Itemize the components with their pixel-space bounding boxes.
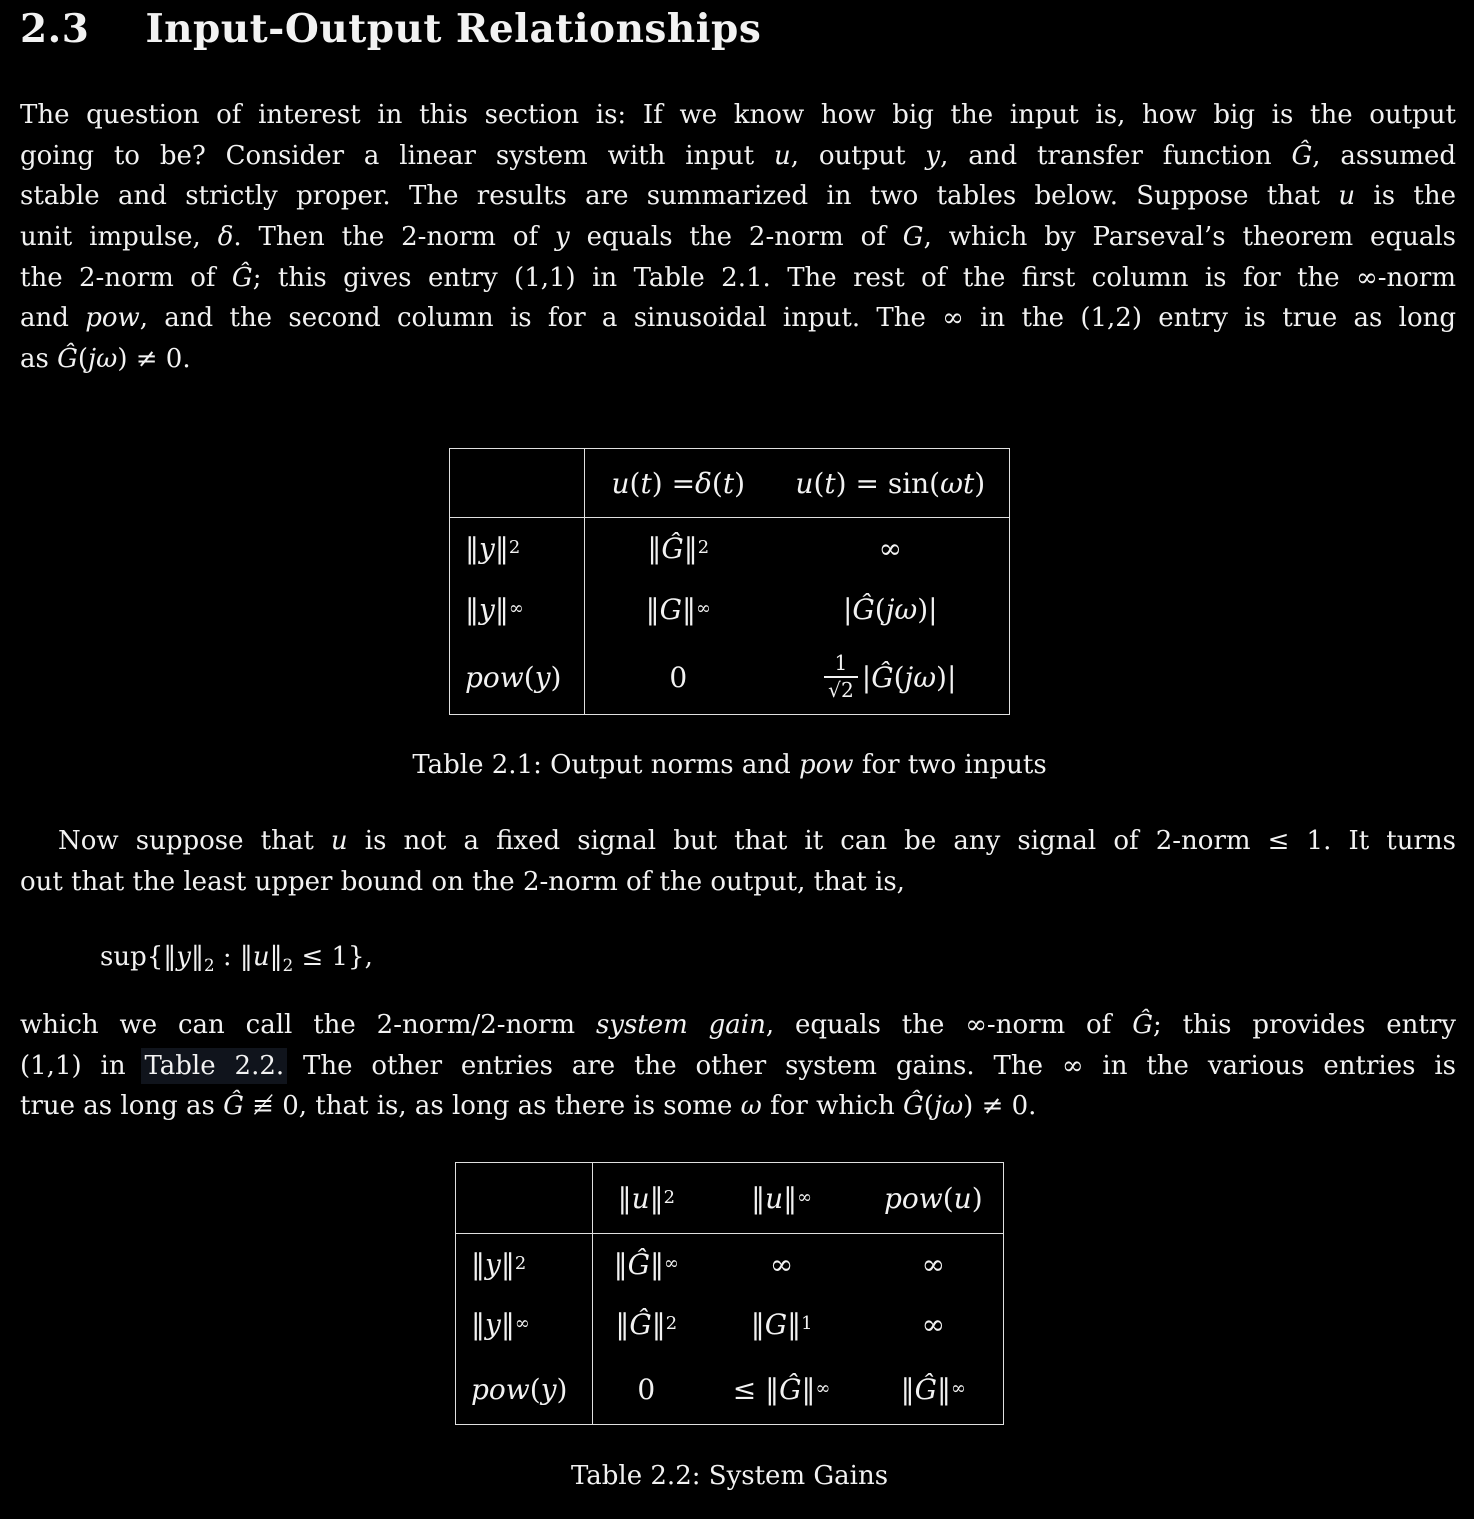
table-2-2-corner-cell [456, 1163, 593, 1233]
text-segment: pow [799, 750, 854, 780]
text-segment: Ĝ [902, 1091, 924, 1122]
section-heading [20, 6, 761, 52]
table-2-1-header-impulse [585, 449, 772, 517]
text-segment: pow [883, 1181, 943, 1215]
text-segment: out that the least upper bound on the 2-norm of the output, that is, [20, 866, 905, 897]
text-segment: G [659, 592, 682, 626]
table-cell [700, 1234, 864, 1294]
text-segment: true as long as [20, 1091, 224, 1122]
table-cell: ‖ Ĝ ‖ 2 [615, 1307, 678, 1341]
text-segment: u [1338, 181, 1356, 212]
text-segment: ) = sin( [835, 466, 941, 500]
text-segment: ∞ [921, 1247, 945, 1281]
paragraph-line [20, 217, 1456, 258]
text-segment: ‖ [801, 1372, 816, 1406]
paragraph-line [20, 95, 1456, 136]
table-row [456, 1294, 1003, 1354]
table-2-2-link[interactable]: Table 2.2. [144, 1050, 285, 1081]
text-segment: ‖ [269, 942, 283, 972]
text-segment: ∞ [921, 1307, 945, 1341]
text-segment: 0 [637, 1372, 656, 1406]
text-segment: ; this gives entry (1,1) in Table 2.1. The rest of the first column is for the ∞-norm [252, 262, 1456, 293]
fraction: $\frac{1}{√2}$ [824, 651, 858, 703]
paragraph-line [20, 1005, 1456, 1046]
table-2-2-row-label-y2: ‖ y ‖ 2 [456, 1234, 593, 1294]
text-segment: ) = [651, 466, 696, 500]
text-segment: u [773, 140, 791, 171]
text-segment: Table 2.1: Output norms and [412, 750, 799, 780]
text-segment: , and transfer function [940, 140, 1292, 171]
text-segment: , assumed [1312, 140, 1456, 171]
table-2-2-header-uinf: ‖ u ‖ ∞ [751, 1181, 813, 1215]
text-segment: y [925, 140, 941, 171]
table-2-2-row-label-yinf: ‖ y ‖ ∞ [456, 1294, 593, 1354]
subscript: 2 [203, 956, 215, 976]
text-segment: pow [465, 660, 524, 694]
table-cell: ‖ Ĝ ‖ ∞ [613, 1247, 679, 1281]
text-segment: ‖ [471, 1307, 485, 1341]
text-segment: The question of interest in this section is: If we know how big the input is, how big is the output [20, 100, 1456, 130]
text-segment: | [861, 660, 872, 694]
text-segment: Ĝ [779, 1372, 802, 1406]
text-segment: u [765, 1181, 784, 1215]
text-segment: y [540, 1372, 557, 1406]
section-title: Input-Output Relationships [145, 6, 762, 52]
text-segment: ‖ [471, 1247, 485, 1281]
text-segment: ( [893, 660, 905, 694]
table-cell [864, 1234, 1003, 1294]
paragraph-3 [20, 1005, 1456, 1127]
text-segment: The other entries are the other system gains. The ∞ in the various entries is [284, 1050, 1456, 1081]
text-segment: y [534, 660, 551, 694]
text-segment: ‖ [683, 531, 698, 565]
text-segment: Ĝ [231, 262, 253, 293]
text-segment: y [176, 942, 191, 972]
text-segment: ( [77, 344, 89, 375]
table-2-1-header-sinusoid [772, 449, 1009, 517]
text-segment: Ĝ [627, 1247, 651, 1281]
text-segment: t [640, 466, 652, 500]
text-segment: ) [556, 1372, 568, 1406]
paragraph-line [20, 1086, 1456, 1127]
text-segment: ‖ [617, 1181, 632, 1215]
text-segment: ) [974, 466, 986, 500]
text-segment: , equals the ∞-norm of [765, 1010, 1133, 1040]
text-segment: : ‖ [214, 942, 253, 972]
text-segment: u [252, 942, 270, 972]
table-cell: ≤ ‖ Ĝ ‖ ∞ [732, 1372, 831, 1406]
text-segment: ) ≠ 0. [963, 1091, 1037, 1122]
paragraph-line [20, 136, 1456, 177]
paragraph-line [20, 298, 1456, 339]
text-segment: sup{‖ [100, 942, 177, 972]
text-segment: y [485, 1247, 501, 1281]
paragraph-line [20, 821, 1456, 862]
text-segment: ‖ [937, 1372, 952, 1406]
table-row [450, 518, 1009, 578]
text-segment: Ĝ [1132, 1010, 1153, 1040]
text-segment: ∞ [878, 531, 902, 565]
text-segment: ( [529, 1372, 541, 1406]
text-segment: (1,1) in [20, 1050, 145, 1081]
text-segment: Now suppose that [58, 826, 331, 856]
text-segment: ≢ 0, that is, as long as there is some [243, 1091, 741, 1122]
text-segment: ; this provides entry [1152, 1010, 1456, 1040]
table-cell: ‖ G ‖ 1 [750, 1307, 813, 1341]
text-segment: going to be? Consider a linear system with input [20, 140, 774, 171]
paragraph-line [20, 176, 1456, 217]
text-segment: u [795, 466, 814, 500]
table-2-1-row-label-y2: ‖ y ‖ 2 [450, 518, 585, 578]
text-segment: t [722, 466, 735, 500]
text-segment: ( [523, 660, 535, 694]
text-segment: 0 [669, 660, 688, 694]
text-segment: ( [711, 466, 723, 500]
text-segment: ‖ [649, 1181, 664, 1215]
text-segment: ‖ [783, 1181, 798, 1215]
text-segment: which we can call the 2-norm/2-norm [20, 1010, 596, 1040]
text-segment: is the [1355, 181, 1456, 212]
table-2-1-row-label-pow [450, 640, 585, 714]
text-segment: ‖ [787, 1307, 802, 1341]
text-segment: ‖ [613, 1247, 628, 1281]
text-segment: ‖ [651, 1307, 666, 1341]
text-segment: jω [885, 592, 918, 626]
text-segment: ( [923, 1091, 934, 1122]
table-2-2-header-row [456, 1163, 1003, 1234]
text-segment: y [485, 1307, 501, 1341]
text-segment: ‖ [494, 592, 509, 626]
table-2-2-header-u2: ‖ u ‖ 2 [617, 1181, 676, 1215]
text-segment: jω [88, 344, 118, 375]
text-segment: ‖ [190, 942, 204, 972]
text-segment: Ĝ [871, 660, 894, 694]
text-segment: ‖ [465, 592, 479, 626]
text-segment: equals the 2-norm of [569, 222, 903, 253]
text-segment: u [953, 1181, 972, 1215]
table-2-2-row-label-pow [456, 1354, 593, 1424]
table-2-1 [449, 448, 1010, 715]
table-cell [772, 518, 1009, 578]
text-segment: ∞ [769, 1247, 794, 1281]
text-segment: ) [734, 466, 746, 500]
paragraph-line [20, 862, 1456, 903]
text-segment: system gain [595, 1010, 766, 1040]
text-segment: y [479, 592, 495, 626]
text-segment: . Then the 2-norm of [233, 222, 555, 253]
text-segment: Ĝ [852, 592, 875, 626]
text-segment: ‖ [494, 531, 509, 565]
text-segment: stable and strictly proper. The results are summarized in two tables below. Suppose that [20, 181, 1339, 212]
text-segment: ( [942, 1181, 954, 1215]
table-row [456, 1234, 1003, 1294]
text-segment: G [764, 1307, 788, 1341]
text-segment: G [902, 222, 924, 253]
text-segment: Ĝ [629, 1307, 652, 1341]
text-segment: ‖ [500, 1307, 515, 1341]
paragraph-line [20, 339, 1456, 380]
text-segment: ‖ [650, 1247, 665, 1281]
table-row [450, 640, 1009, 714]
table-cell [772, 640, 1009, 714]
table-row [450, 578, 1009, 640]
text-segment: , and the second column is for a sinusoidal input. The ∞ in the (1,2) entry is true as long [139, 303, 1456, 334]
text-segment: , which by Parseval’s theorem equals [923, 222, 1456, 253]
text-segment: u [631, 1181, 650, 1215]
text-segment: u [330, 826, 348, 856]
text-segment: ‖ [465, 531, 479, 565]
text-segment: Ĝ [914, 1372, 938, 1406]
text-segment: ‖ [751, 1181, 766, 1215]
text-segment: | [842, 592, 853, 626]
text-segment: ‖ [682, 592, 696, 626]
text-segment: δ [217, 222, 234, 253]
text-segment: jω [904, 660, 937, 694]
display-equation [100, 936, 373, 978]
text-segment: ‖ [615, 1307, 630, 1341]
table-cell [593, 1354, 700, 1424]
text-segment: y [555, 222, 570, 253]
table-2-1-corner-cell [450, 449, 585, 517]
text-segment: ( [874, 592, 886, 626]
text-segment: ‖ [500, 1247, 515, 1281]
paragraph-line [20, 1046, 1456, 1087]
table-2-2-caption: Table 2.2: System Gains [570, 1461, 889, 1491]
text-segment: Ĝ [661, 531, 684, 565]
text-segment: the 2-norm of [20, 262, 232, 293]
text-segment: ) [971, 1181, 983, 1215]
table-cell: ‖ Ĝ ‖ 2 [647, 531, 710, 565]
text-segment: Ĝ [223, 1091, 244, 1122]
text-segment: ≤ 1}, [293, 942, 373, 972]
table-2-1-row-label-yinf: ‖ y ‖ ∞ [450, 578, 585, 640]
table-cell [585, 640, 772, 714]
table-2-2-header-powu [864, 1163, 1003, 1233]
subscript: 2 [282, 956, 294, 976]
text-segment: δ [695, 466, 712, 500]
section-number: 2.3 [20, 6, 90, 52]
text-segment: y [479, 531, 495, 565]
text-segment: ) [550, 660, 562, 694]
table-row [456, 1354, 1003, 1424]
text-segment: ‖ [647, 531, 662, 565]
text-segment: u [611, 466, 630, 500]
text-segment: ‖ [900, 1372, 915, 1406]
table-cell: ‖ G ‖ ∞ [645, 592, 711, 626]
text-segment: ωt [940, 466, 975, 500]
table-2-1-caption [0, 748, 1459, 782]
text-segment: )| [936, 660, 957, 694]
text-segment: ≤ ‖ [732, 1372, 780, 1406]
text-segment: t [824, 466, 836, 500]
text-segment: ) ≠ 0. [117, 344, 191, 375]
text-segment: and [20, 303, 86, 334]
text-segment: ( [629, 466, 641, 500]
text-segment: jω [933, 1091, 964, 1122]
text-segment: unit impulse, [20, 222, 218, 253]
paragraph-1 [20, 95, 1456, 380]
table-cell [772, 578, 1009, 640]
paragraph-2 [20, 821, 1456, 902]
text-segment: , output [790, 140, 926, 171]
text-segment: ( [813, 466, 825, 500]
text-segment: Ĝ [57, 344, 78, 375]
text-segment: )| [917, 592, 938, 626]
text-segment: ‖ [645, 592, 660, 626]
text-segment: is not a fixed signal but that it can be any signal of 2-norm ≤ 1. It turns [347, 826, 1456, 856]
paragraph-line [20, 258, 1456, 299]
text-segment: Ĝ [1291, 140, 1313, 171]
table-cell: ‖ Ĝ ‖ ∞ [900, 1372, 966, 1406]
table-2-2 [455, 1162, 1004, 1425]
text-segment: pow [471, 1372, 530, 1406]
text-segment: as [20, 344, 58, 375]
text-segment: ‖ [750, 1307, 765, 1341]
text-segment: pow [85, 303, 140, 334]
table-cell [864, 1294, 1003, 1354]
table-2-1-header-row [450, 449, 1009, 518]
text-segment: ω [740, 1091, 762, 1122]
text-segment: for which [761, 1091, 903, 1122]
text-segment: for two inputs [853, 750, 1047, 780]
